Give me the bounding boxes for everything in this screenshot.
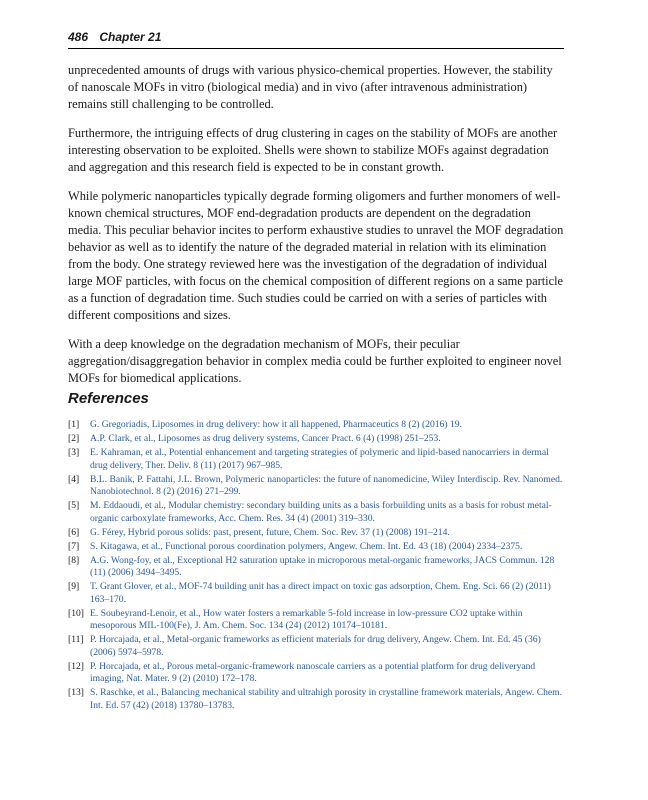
reference-link[interactable]: E. Kahraman, et al., Potential enhancement and targeting strategies of polymeric and lipid-based nanocarriers in dermal drug delivery, Ther. Deliv. 8 (11) (2017) 967–985.	[90, 447, 549, 471]
reference-item	[68, 500, 566, 525]
reference-number: [11]	[68, 634, 84, 645]
paragraph: Furthermore, the intriguing effects of drug clustering in cages on the stability of MOFs are another interesting observation to be exploited. Shells were shown to stabilize MOFs against degradation and aggregation and this research field is expected to be in constant growth.	[68, 126, 558, 174]
paragraph: While polymeric nanoparticles typically degrade forming oligomers and further monomers of well-known chemical structures, MOF end-degradation products are dependent on the degradation media. This peculiar behavior incites to perform exhaustive studies to unravel the MOF degradation behavior as well as to identify the nature of the degraded material in relation with its elimination from the body. One strategy reviewed here was the investigation of the degradation of individual large MOF particles, with focus on the chemical composition of different regions on a same particle as a function of degradation time. Such studies could be carried on with a series of particles with different compositions and sizes.	[68, 189, 564, 322]
reference-number: [2]	[68, 433, 80, 444]
reference-number: [13]	[68, 687, 84, 698]
reference-item	[68, 419, 566, 432]
reference-number: [8]	[68, 554, 80, 566]
references-heading: References	[68, 390, 149, 407]
reference-link[interactable]: S. Kitagawa, et al., Functional porous coordination polymers, Angew. Chem. Int. Ed. 43 (18) (2004) 2334–2375.	[90, 540, 523, 552]
reference-number: [6]	[68, 526, 80, 538]
reference-item	[68, 555, 566, 580]
paragraph: With a deep knowledge on the degradation mechanism of MOFs, their peculiar aggregation/disaggregation behavior in complex media could be further exploited to engineer novel MOFs for biomedical applications.	[68, 337, 562, 385]
reference-number: [12]	[68, 660, 84, 672]
body-text	[68, 62, 566, 399]
reference-item	[68, 541, 566, 554]
reference-item	[68, 527, 566, 540]
reference-link[interactable]: P. Horcajada, et al., Metal-organic frameworks as efficient materials for drug delivery, Angew. Chem. Int. Ed. 45 (36) (2006) 5974–5978.	[90, 634, 541, 658]
reference-number: [7]	[68, 540, 80, 552]
reference-link[interactable]: B.L. Banik, P. Fattahi, J.L. Brown, Polymeric nanoparticles: the future of nanomedicine, Wiley Interdiscip. Rev. Nanomed. Nanobiotechnol. 8 (2) (2016) 271–299.	[90, 473, 563, 497]
reference-item	[68, 581, 566, 606]
reference-link[interactable]: E. Soubeyrand-Lenoir, et al., How water fosters a remarkable 5-fold increase in low-pressure CO2 uptake within mesoporous MIL-100(Fe), J. Am. Chem. Soc. 134 (24) (2012) 10174–10181.	[90, 607, 523, 631]
reference-number: [4]	[68, 473, 80, 485]
reference-link[interactable]: S. Raschke, et al., Balancing mechanical stability and ultrahigh porosity in crystalline framework materials, Angew. Chem. Int. Ed. 57 (42) (2018) 13780–13783.	[90, 687, 563, 711]
chapter-title: Chapter 21	[99, 30, 162, 44]
running-header	[68, 30, 564, 49]
reference-link[interactable]: M. Eddaoudi, et al., Modular chemistry: secondary building units as a basis forbuilding units as a basis for robust metal-organic carboxylate frameworks, Acc. Chem. Res. 34 (4) (2001) 319–330.	[90, 500, 552, 524]
reference-number: [10]	[68, 607, 84, 619]
reference-item	[68, 634, 566, 659]
reference-item	[68, 447, 566, 472]
reference-number: [9]	[68, 581, 80, 592]
reference-item	[68, 474, 566, 499]
reference-link[interactable]: T. Grant Glover, et al., MOF-74 building unit has a direct impact on toxic gas adsorption, Chem. Eng. Sci. 66 (2) (2011) 163–170.	[90, 581, 551, 605]
reference-item	[68, 608, 566, 633]
paragraph: unprecedented amounts of drugs with various physico-chemical properties. However, the stability of nanoscale MOFs in vitro (biological media) and in vivo (after intravenous administration) remains still challenging to be controlled.	[68, 63, 553, 111]
reference-link[interactable]: A.G. Wong-foy, et al., Exceptional H2 saturation uptake in microporous metal-organic frameworks, JACS Commun. 128 (11) (2006) 3494–3495.	[90, 554, 555, 578]
reference-list	[68, 419, 566, 714]
page-number: 486	[68, 30, 89, 44]
reference-number: [3]	[68, 447, 80, 458]
reference-item	[68, 433, 566, 446]
reference-link[interactable]: A.P. Clark, et al., Liposomes as drug delivery systems, Cancer Pract. 6 (4) (1998) 251–253.	[90, 433, 441, 444]
reference-link[interactable]: G. Férey, Hybrid porous solids: past, present, future, Chem. Soc. Rev. 37 (1) (2008) 191–214.	[90, 526, 450, 538]
reference-link[interactable]: P. Horcajada, et al., Porous metal-organic-framework nanoscale carriers as a potential platform for drug deliveryand imaging, Nat. Mater. 9 (2) (2010) 172–178.	[90, 660, 536, 684]
reference-number: [1]	[68, 419, 80, 430]
reference-item	[68, 687, 566, 712]
reference-link[interactable]: G. Gregoriadis, Liposomes in drug delivery: how it all happened, Pharmaceutics 8 (2) (2016) 19.	[90, 419, 462, 430]
reference-number: [5]	[68, 500, 80, 511]
reference-item	[68, 661, 566, 686]
